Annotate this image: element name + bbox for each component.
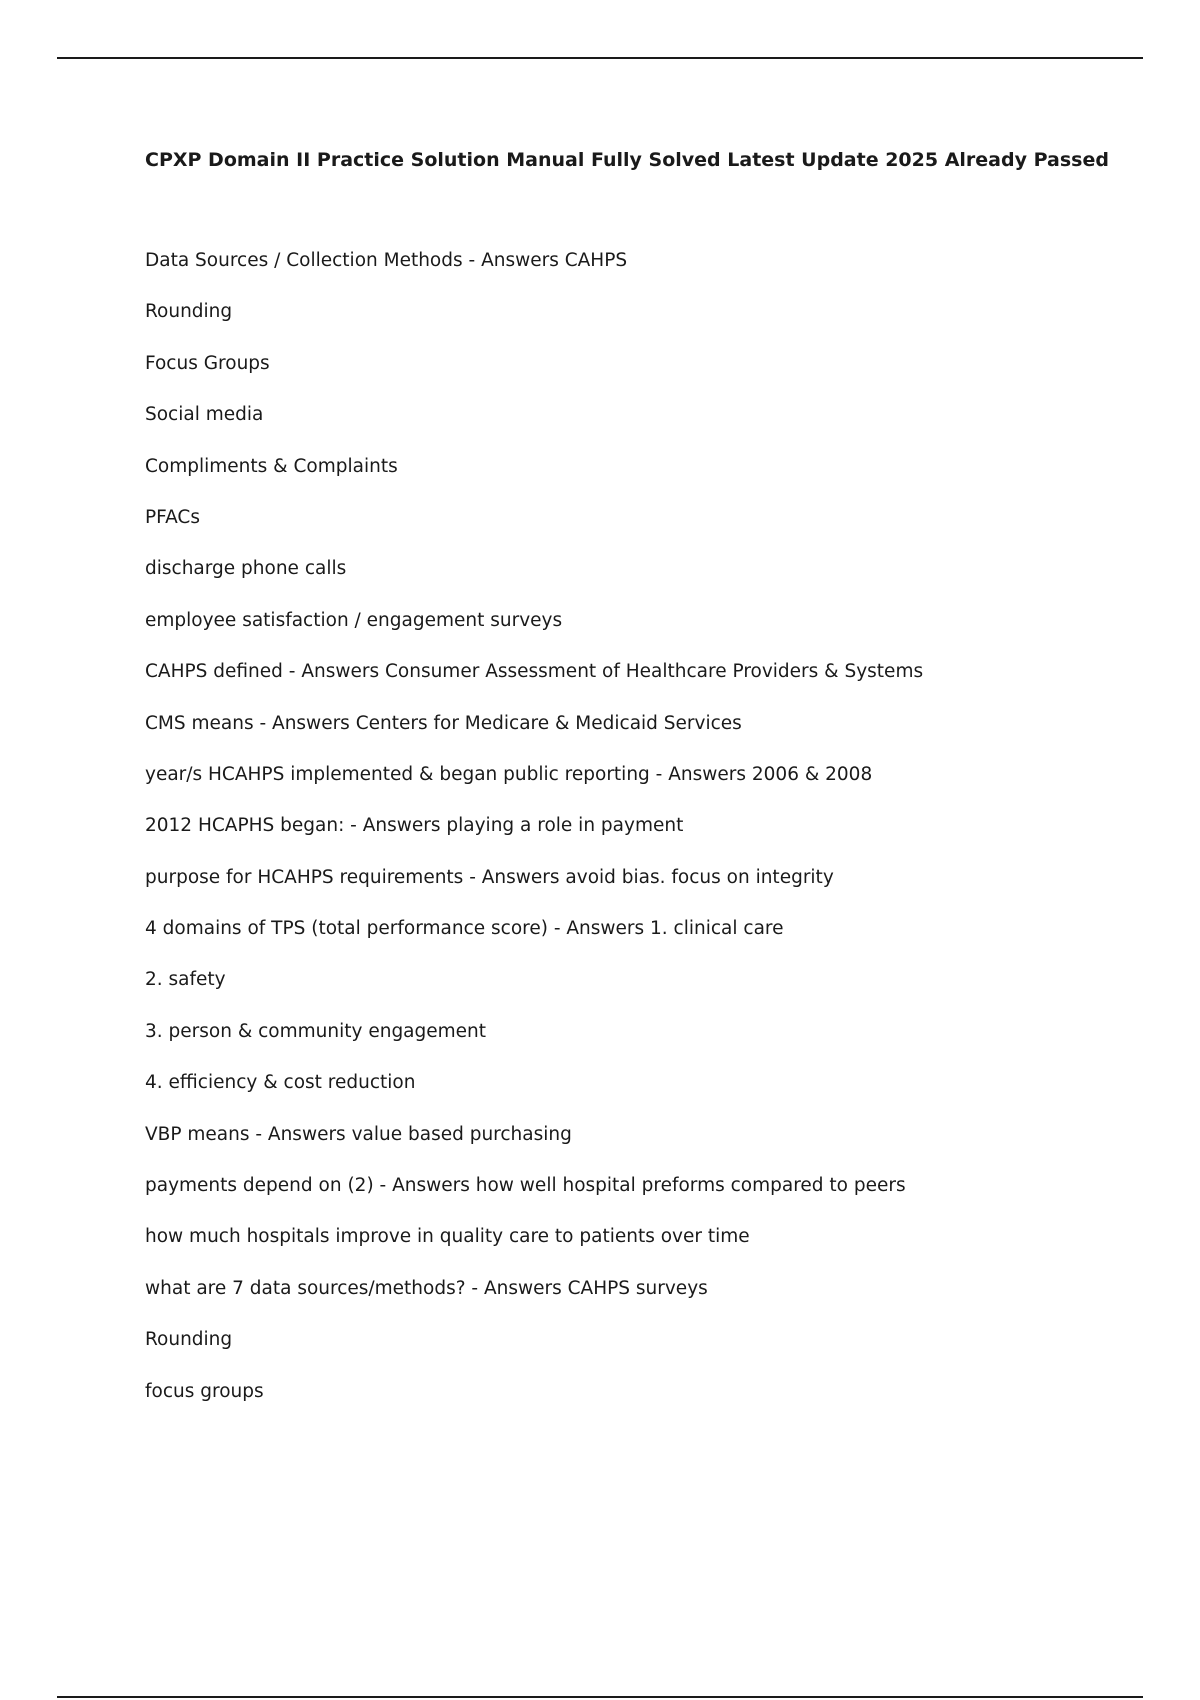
text-line: PFACs <box>145 506 200 528</box>
text-line: 4 domains of TPS (total performance score) - Answers 1. clinical care <box>145 918 784 940</box>
text-line: payments depend on (2) - Answers how well hospital preforms compared to peers <box>145 1175 906 1197</box>
text-line: Focus Groups <box>145 352 270 374</box>
text-line: how much hospitals improve in quality care to patients over time <box>145 1226 750 1248</box>
text-line: Rounding <box>145 301 233 323</box>
text-line: employee satisfaction / engagement surveys <box>145 609 563 631</box>
text-line: 3. person & community engagement <box>145 1020 487 1042</box>
text-line: CMS means - Answers Centers for Medicare & Medicaid Services <box>145 712 742 734</box>
text-line: Rounding <box>145 1329 233 1351</box>
text-line: 2. safety <box>145 969 226 991</box>
text-line: Data Sources / Collection Methods - Answers CAHPS <box>145 250 628 271</box>
text-line: 4. efficiency & cost reduction <box>145 1072 416 1094</box>
text-line: VBP means - Answers value based purchasing <box>145 1123 572 1145</box>
text-line: Compliments & Complaints <box>145 455 398 477</box>
text-line: year/s HCAHPS implemented & began public reporting - Answers 2006 & 2008 <box>145 763 873 785</box>
document-title: CPXP Domain II Practice Solution Manual Fully Solved Latest Update 2025 Already Passed <box>145 149 1109 171</box>
text-line: purpose for HCAHPS requirements - Answers avoid bias. focus on integrity <box>145 866 834 888</box>
text-line: CAHPS defined - Answers Consumer Assessment of Healthcare Providers & Systems <box>145 661 924 683</box>
bottom-rule <box>57 1696 1143 1698</box>
text-line: what are 7 data sources/methods? - Answers CAHPS surveys <box>145 1277 708 1299</box>
text-line: focus groups <box>145 1380 264 1402</box>
text-line: 2012 HCAPHS began: - Answers playing a role in payment <box>145 815 684 837</box>
text-line: Social media <box>145 404 264 426</box>
top-rule <box>57 57 1143 59</box>
document-body <box>145 249 923 1431</box>
text-line: discharge phone calls <box>145 558 347 580</box>
